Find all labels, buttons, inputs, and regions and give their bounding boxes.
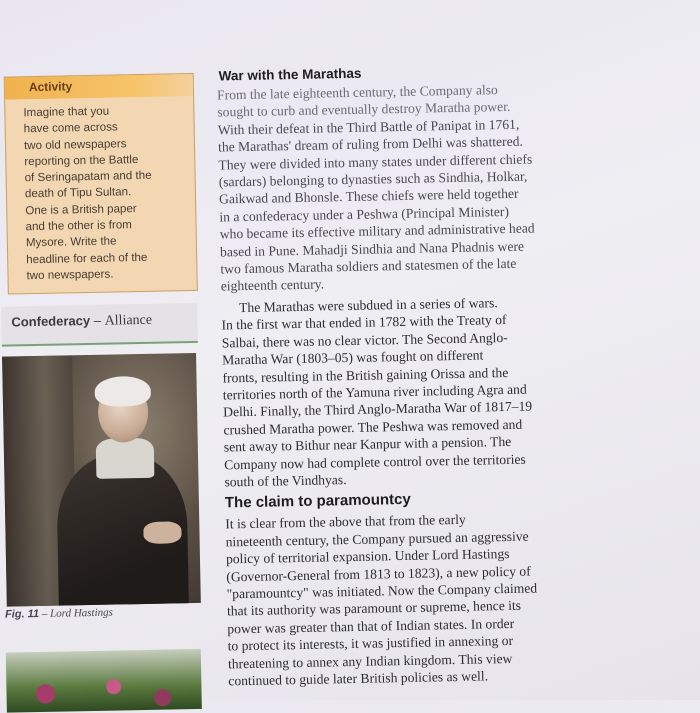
main-column [217, 61, 629, 690]
text-line: Gaikwad and Bhonsle. These chiefs were held together [218, 186, 519, 207]
section-heading-paramountcy: The claim to paramountcy [224, 491, 411, 512]
text-line: that its authority was paramount or supreme, hence its [226, 598, 522, 619]
activity-text [23, 102, 194, 284]
paragraph-marathas-2 [221, 292, 625, 491]
text-line: With their defeat in the Third Battle of Panipat in 1761, [217, 116, 520, 138]
lord-hastings-portrait [2, 353, 201, 607]
text-line: nineteenth century, the Company pursued an aggressive [225, 528, 529, 550]
activity-box [4, 73, 198, 295]
glossary-entry [11, 312, 152, 332]
text-line: Company now had complete control over the territories [224, 451, 526, 472]
text-line: to protect its interests, it was justified in annexing or [227, 633, 514, 654]
text-line: Salbai, there was no clear victor. The Second Anglo- [221, 329, 508, 351]
text-line: in a confederacy under a Peshwa (Principal Minister) [219, 203, 510, 225]
figure-caption [5, 607, 113, 621]
text-line: the Marathas' dream of ruling from Delhi was shattered. [217, 133, 523, 155]
paragraph-paramountcy [225, 508, 628, 690]
glossary-definition: Alliance [104, 312, 153, 329]
activity-title: Activity [28, 79, 73, 95]
text-line: In the first war that ended in 1782 with the Treaty of [221, 312, 507, 333]
text-line: It is clear from the above that from the early [225, 512, 466, 532]
text-line: south of the Vindhyas. [224, 472, 347, 490]
glossary-term: Confederacy [11, 312, 91, 330]
activity-line: headline for each of the [26, 250, 148, 266]
text-line: crushed Maratha power. The Peshwa was removed and [223, 416, 523, 438]
figure-caption-text: – Lord Hastings [38, 606, 114, 621]
text-line: sought to curb and eventually destroy Maratha power. [217, 99, 511, 120]
glossary-separator: – [89, 312, 105, 328]
text-line: power was greater than that of Indian states. In order [227, 615, 515, 637]
text-line: who became its effective military and administrative head [219, 220, 535, 242]
portrait-hand [143, 521, 181, 544]
text-line: territories north of the Yamuna river including Agra and [222, 381, 527, 403]
paragraph-marathas-1 [217, 79, 621, 296]
text-line: threatening to annex any Indian kingdom. This view [227, 650, 513, 671]
activity-tab [5, 74, 193, 100]
text-line: The Marathas were subdued in a series of wars. [239, 295, 498, 315]
activity-line: have come across [23, 120, 118, 136]
text-line: fronts, resulting in the British gaining Orissa and the [222, 364, 509, 385]
activity-line: two newspapers. [26, 267, 114, 283]
section-heading-marathas: War with the Marathas [218, 65, 362, 84]
text-line: They were divided into many states under different chiefs [218, 151, 533, 173]
text-line: From the late eighteenth century, the Company also [216, 82, 498, 103]
activity-line: Mysore. Write the [25, 234, 117, 250]
flower-image [6, 649, 202, 713]
activity-line: two old newspapers [23, 136, 127, 152]
portrait-collar [96, 438, 155, 479]
text-line: "paramountcy" was initiated. Now the Company claimed [226, 580, 538, 602]
activity-line: Imagine that you [23, 104, 110, 120]
text-line: two famous Maratha soldiers and statesmen of the late [220, 255, 517, 277]
text-line: continued to guide later British policies as well. [228, 668, 489, 689]
text-line: (Governor-General from 1813 to 1823), a new policy of [226, 563, 531, 584]
portrait-hair [94, 376, 151, 407]
text-line: policy of territorial expansion. Under Lord Hastings [225, 546, 510, 567]
text-line: Maratha War (1803–05) was fought on different [222, 347, 484, 368]
activity-line: of Seringapatam and the [24, 168, 152, 185]
text-line: based in Pune. Mahadji Sindhia and Nana Phadnis were [219, 238, 525, 260]
text-line: sent away to Bithur near Kanpur with a pension. The [223, 434, 512, 455]
glossary-box [1, 303, 198, 347]
activity-line: reporting on the Battle [24, 152, 139, 169]
activity-line: One is a British paper [25, 201, 137, 217]
figure-label: Fig. 11 [4, 608, 40, 621]
activity-line: and the other is from [25, 218, 133, 234]
text-line: eighteenth century. [220, 276, 325, 294]
text-line: (sardars) belonging to dynasties such as Sindhia, Holkar, [218, 168, 528, 190]
text-line: Delhi. Finally, the Third Anglo-Maratha War of 1817–19 [223, 398, 533, 420]
activity-line: death of Tipu Sultan. [24, 185, 132, 201]
